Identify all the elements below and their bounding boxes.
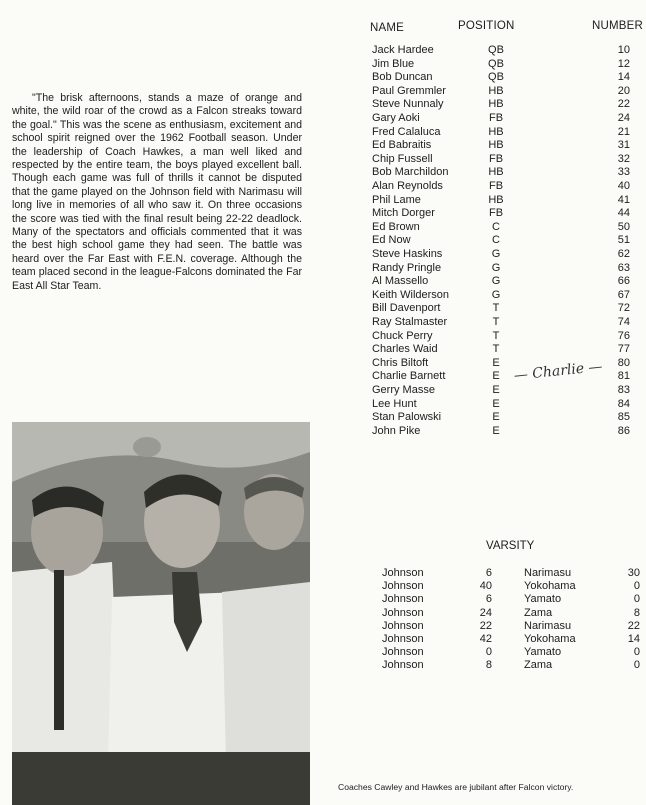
player-number: 51 xyxy=(617,234,630,247)
player-name: Fred Calaluca xyxy=(372,125,441,138)
opponent-name: Narimasu xyxy=(524,567,572,579)
player-number: 40 xyxy=(617,180,630,192)
player-position: QB xyxy=(488,57,504,70)
player-number: 63 xyxy=(617,261,630,274)
player-name: Steve Nunnaly xyxy=(372,98,444,111)
team-score: 22 xyxy=(479,619,492,632)
team-score: 24 xyxy=(479,606,492,619)
player-name: Charles Waid xyxy=(372,343,438,356)
player-position: T xyxy=(492,302,500,315)
opponent-name: Narimasu xyxy=(524,619,572,632)
player-name: Gerry Masse xyxy=(372,384,435,396)
opponent-score: 0 xyxy=(633,659,640,672)
roster-row xyxy=(0,330,646,343)
roster-row xyxy=(0,302,646,315)
player-name: Chris Biltoft xyxy=(372,356,429,369)
player-position: C xyxy=(492,220,500,233)
player-name: Mitch Dorger xyxy=(372,207,435,220)
player-number: 77 xyxy=(617,343,630,356)
roster-row xyxy=(0,71,646,84)
player-number: 62 xyxy=(617,248,630,260)
player-position: HB xyxy=(488,84,504,97)
opponent-name: Yokohama xyxy=(524,580,576,593)
team-name: Johnson xyxy=(382,659,424,672)
player-number: 33 xyxy=(617,166,630,179)
player-position: QB xyxy=(488,44,504,56)
player-number: 67 xyxy=(617,288,630,301)
player-position: G xyxy=(491,275,501,288)
coaches-photo xyxy=(12,422,310,805)
opponent-score: 0 xyxy=(633,646,640,659)
player-number: 86 xyxy=(617,424,630,437)
team-name: Johnson xyxy=(382,646,424,659)
roster-row xyxy=(0,194,646,207)
roster-row xyxy=(0,398,646,411)
player-number: 84 xyxy=(617,397,630,410)
opponent-score: 0 xyxy=(633,593,640,606)
opponent-name: Yamato xyxy=(524,646,562,659)
roster-header-number: NUMBER xyxy=(592,20,644,32)
player-position: E xyxy=(492,411,500,424)
roster-row xyxy=(0,126,646,139)
opponent-name: Zama xyxy=(524,659,553,672)
player-name: Alan Reynolds xyxy=(372,180,443,192)
player-name: Ed Babraitis xyxy=(372,139,432,152)
roster-row xyxy=(0,139,646,152)
player-name: Bill Davenport xyxy=(372,302,441,315)
player-number: 83 xyxy=(617,384,630,396)
roster-row xyxy=(0,221,646,234)
opponent-score: 22 xyxy=(627,619,640,632)
roster-header-position: POSITION xyxy=(458,20,515,32)
player-number: 74 xyxy=(617,316,630,328)
player-name: John Pike xyxy=(372,424,421,437)
player-position: E xyxy=(492,424,500,437)
roster-row xyxy=(0,343,646,356)
player-position: G xyxy=(491,288,501,301)
player-position: T xyxy=(492,329,500,342)
player-position: G xyxy=(491,248,501,260)
coaches-photo-illustration xyxy=(12,422,310,805)
roster-row xyxy=(0,85,646,98)
roster-row xyxy=(0,112,646,125)
roster-row xyxy=(0,98,646,111)
player-number: 20 xyxy=(617,84,630,97)
team-name: Johnson xyxy=(382,619,424,632)
roster-row xyxy=(0,262,646,275)
opponent-score: 8 xyxy=(633,606,640,619)
team-score: 6 xyxy=(485,593,492,606)
player-number: 72 xyxy=(617,302,630,315)
opponent-score: 30 xyxy=(627,567,640,579)
player-name: Phil Lame xyxy=(372,193,421,206)
player-name: Jim Blue xyxy=(372,57,415,70)
player-position: FB xyxy=(488,112,504,124)
opponent-name: Zama xyxy=(524,606,553,619)
player-position: T xyxy=(492,316,500,328)
roster-row xyxy=(0,275,646,288)
handwritten-signature: — Charlie — xyxy=(513,358,604,384)
player-number: 80 xyxy=(617,356,630,369)
player-number: 12 xyxy=(617,57,630,70)
player-position: FB xyxy=(488,207,504,220)
player-number: 22 xyxy=(617,98,630,111)
roster-row xyxy=(0,289,646,302)
story-paragraph: "The brisk afternoons, stands a maze of orange and white, the wild roar of the crowd as a Falcon streaks toward the goal." This was the scene as enthusiasm, excitement and school spirit reigned over the 1962 Football season. Under the leadership of Coach Hawkes, a man well liked and respected by the entire team, the boys played excellent ball. Though each game was full of thrills it cannot be disputed that the game played on the Johnson field with Narimasu will long live in memories of all who saw it. On three occasions the score was tied with the final result being 22-22 deadlock. Many of the spectators and officials commented that it was the best high school game they had seen. The battle was heard over the Far East with F.E.N. coverage. Although the team placed second in the league-Falcons dominated the Far East All Star Team. xyxy=(12,92,302,292)
player-position: E xyxy=(492,370,500,383)
roster-header-name: NAME xyxy=(370,22,405,34)
player-position: E xyxy=(492,397,500,410)
team-score: 40 xyxy=(479,580,492,593)
player-number: 21 xyxy=(617,125,630,138)
roster-row xyxy=(0,316,646,329)
player-name: Ray Stalmaster xyxy=(372,316,448,328)
player-position: C xyxy=(492,234,500,247)
player-number: 50 xyxy=(617,220,630,233)
roster-row xyxy=(0,180,646,193)
opponent-score: 0 xyxy=(633,580,640,593)
player-name: Al Massello xyxy=(372,275,429,288)
team-name: Johnson xyxy=(382,567,424,579)
opponent-name: Yokohama xyxy=(524,633,576,645)
player-position: E xyxy=(492,384,500,396)
player-name: Paul Gremmler xyxy=(372,84,446,97)
varsity-title: VARSITY xyxy=(486,540,535,552)
opponent-score: 14 xyxy=(627,633,640,645)
player-name: Jack Hardee xyxy=(372,44,434,56)
player-name: Chuck Perry xyxy=(372,329,433,342)
roster-row xyxy=(0,44,646,57)
player-number: 10 xyxy=(617,44,630,56)
player-number: 81 xyxy=(617,370,630,383)
roster-row xyxy=(0,207,646,220)
roster-row xyxy=(0,58,646,71)
team-score: 6 xyxy=(485,567,492,579)
opponent-name: Yamato xyxy=(524,593,562,606)
team-score: 0 xyxy=(485,646,492,659)
player-number: 31 xyxy=(617,139,630,152)
photo-caption: Coaches Cawley and Hawkes are jubilant after Falcon victory. xyxy=(338,782,574,792)
roster-row xyxy=(0,234,646,247)
player-position: HB xyxy=(488,139,504,152)
team-score: 8 xyxy=(485,659,492,672)
player-position: FB xyxy=(488,180,504,192)
player-position: HB xyxy=(488,125,504,138)
player-number: 14 xyxy=(617,71,630,84)
player-position: HB xyxy=(488,166,504,179)
player-number: 32 xyxy=(617,152,630,165)
team-name: Johnson xyxy=(382,606,424,619)
player-name: Steve Haskins xyxy=(372,248,443,260)
roster-row xyxy=(0,248,646,261)
player-name: Stan Palowski xyxy=(372,411,442,424)
team-name: Johnson xyxy=(382,580,424,593)
player-name: Ed Brown xyxy=(372,220,420,233)
player-number: 41 xyxy=(617,193,630,206)
player-position: E xyxy=(492,356,500,369)
player-name: Lee Hunt xyxy=(372,397,417,410)
player-number: 44 xyxy=(617,207,630,220)
player-number: 85 xyxy=(617,411,630,424)
player-position: FB xyxy=(488,152,504,165)
team-score: 42 xyxy=(479,633,492,645)
player-name: Bob Marchildon xyxy=(372,166,449,179)
player-position: T xyxy=(492,343,500,356)
player-name: Ed Now xyxy=(372,234,411,247)
team-name: Johnson xyxy=(382,633,424,645)
player-position: G xyxy=(491,261,501,274)
team-name: Johnson xyxy=(382,593,424,606)
roster-row xyxy=(0,166,646,179)
player-name: Bob Duncan xyxy=(372,71,433,84)
player-number: 76 xyxy=(617,329,630,342)
player-position: HB xyxy=(488,98,504,111)
player-name: Charlie Barnett xyxy=(372,370,446,383)
roster-row xyxy=(0,153,646,166)
player-number: 66 xyxy=(617,275,630,288)
player-name: Randy Pringle xyxy=(372,261,442,274)
player-position: QB xyxy=(488,71,504,84)
player-name: Keith Wilderson xyxy=(372,288,450,301)
roster-row xyxy=(0,384,646,397)
player-name: Chip Fussell xyxy=(372,152,433,165)
player-name: Gary Aoki xyxy=(372,112,420,124)
player-number: 24 xyxy=(617,112,630,124)
player-position: HB xyxy=(488,193,504,206)
